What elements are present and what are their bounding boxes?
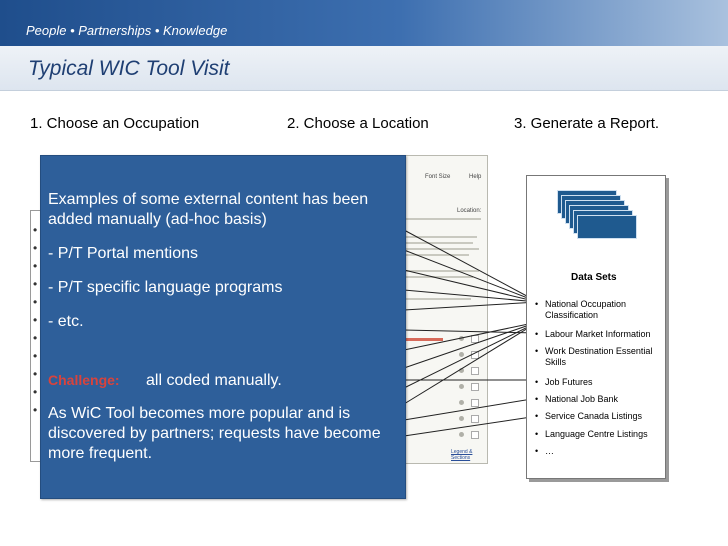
list-bullet: • <box>33 259 38 273</box>
help-link[interactable]: Help <box>469 174 482 180</box>
list-bullet: • <box>33 223 38 237</box>
list-bullet: • <box>33 349 38 363</box>
step-2-label: 2. Choose a Location <box>287 115 429 132</box>
step-1-label: 1. Choose an Occupation <box>30 115 200 132</box>
callout-intro: Examples of some external content has been added manually (ad-hoc basis) <box>48 191 369 228</box>
callout-bullet-1: - P/T Portal mentions <box>48 245 198 262</box>
data-sets-title: Data Sets <box>571 272 617 283</box>
list-bullet: • <box>33 403 38 417</box>
slide-title: Typical WIC Tool Visit <box>28 57 230 80</box>
font-size-label: Font Size <box>425 174 451 180</box>
location-label: Location: <box>457 208 482 214</box>
legend-link[interactable]: Legend & Sections <box>451 449 473 461</box>
callout-bullet-3: - etc. <box>48 313 84 330</box>
callout-conclusion: As WiC Tool becomes more popular and is discovered by partners; requests have become more frequent. <box>48 405 381 462</box>
list-bullet: • <box>33 331 38 345</box>
callout-bullet-2: - P/T specific language programs <box>48 279 283 296</box>
database-sheet-icon <box>577 215 637 239</box>
list-bullet: • <box>33 385 38 399</box>
list-bullet: • <box>33 313 38 327</box>
list-bullet: • <box>33 277 38 291</box>
data-sets-card: Data Sets • National Occupation Classification • Labour Market Information • Work Destination Essential Skills • Job Futures • National Job Bank • Service Canada Listings • Language Centre Listings • … <box>526 175 666 479</box>
list-bullet: • <box>33 367 38 381</box>
tagline: People • Partnerships • Knowledge <box>26 23 228 38</box>
list-bullet: • <box>33 295 38 309</box>
step-3-label: 3. Generate a Report. <box>514 115 660 132</box>
challenge-label: Challenge: <box>48 372 120 388</box>
list-bullet: • <box>33 241 38 255</box>
challenge-text: all coded manually. <box>146 372 282 389</box>
